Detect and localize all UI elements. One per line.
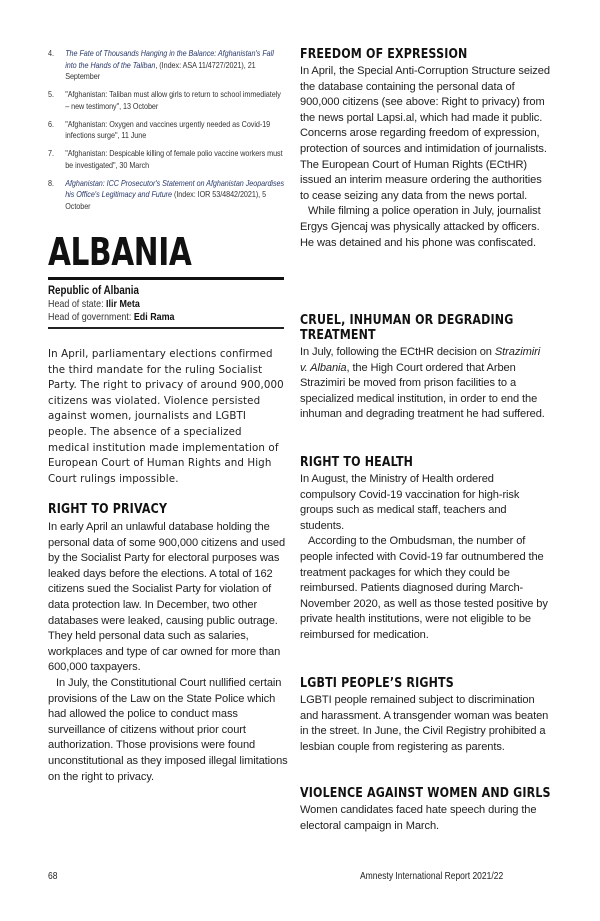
footnote-text: (Index: IOR 53/4842/2021), 5 October: [65, 189, 267, 211]
section-paragraph: In July, following the ECtHR decision on Strazimiri v. Albania, the High Court ordered that Arben Strazimiri be moved from prison facilities to a specialized medical institution, in order to end the inhuman and degrading treatment he had suffered.: [300, 346, 545, 421]
head-of-state: [48, 298, 249, 311]
footnote-number: 4.: [48, 48, 54, 58]
footnote: [48, 119, 285, 142]
head-of-government: [48, 311, 249, 324]
page-number: 68: [48, 871, 58, 882]
footnote-text: "Afghanistan: Despicable killing of female polio vaccine workers must be investigated", 30 March: [65, 148, 283, 170]
section-paragraph: LGBTI people remained subject to discrimination and harassment. A transgender woman was beaten in the street. In June, the Civil Registry prohibited a lesbian couple from registering as parents.: [300, 694, 549, 753]
head-of-government-label: Head of government:: [48, 311, 134, 323]
section-heading: FREEDOM OF EXPRESSION: [300, 46, 468, 62]
facts-rule: [48, 327, 284, 329]
section-paragraph: According to the Ombudsman, the number of people infected with Covid-19 far outnumbered the treatment packages for which they could be reimbursed. Patients diagnosed during March-November 2020, as well as those tested positive by private health institutions, were not eligible to be reimbursed for medication.: [300, 535, 548, 641]
footnote: [48, 48, 285, 83]
footnote-text: , (Index: ASA 11/4727/2021), 21 September: [65, 59, 256, 81]
section-right-to-privacy: [48, 502, 288, 785]
section-paragraph: While filming a police operation in July, journalist Ergys Gjencaj was physically attacked by officers. He was detained and his phone was confiscated.: [300, 205, 541, 249]
section-heading: RIGHT TO PRIVACY: [48, 501, 168, 517]
footnote-number: 7.: [48, 148, 54, 158]
footnote-number: 8.: [48, 177, 54, 188]
publication-title: Amnesty International Report 2021/22: [360, 871, 504, 882]
head-of-state-label: Head of state:: [48, 298, 107, 310]
title-rule: [48, 277, 284, 280]
section-violence-against-women: [300, 786, 550, 834]
footnote: [48, 89, 285, 112]
country-summary: In April, parliamentary elections confirmed the third mandate for the ruling Socialist Party. The right to privacy of around 900,000 citizens was violated. Violence persisted against women, journalists and LGBTI people. The absence of a specialized medical institution made implementation of European Court of Human Rights and High Court rulings impossible.: [48, 348, 284, 485]
section-cruel-inhuman-degrading: [300, 313, 550, 423]
section-freedom-of-expression: [300, 47, 550, 251]
section-paragraph: In early April an unlawful database holding the personal data of some 900,000 citizens and used by the Socialist Party for electoral purposes was leaked days before the elections. A total of 162 citizens sued the Socialist Party for violation of data protection law. In December, two other databases were leaked, causing public outrage. They held personal data such as salaries, workplaces and type of car owned for more than 600,000 taxpayers.: [48, 521, 286, 674]
footnotes-list: [48, 48, 284, 219]
section-lgbti-rights: [300, 676, 550, 755]
footnote-title[interactable]: The Fate of Thousands Hanging in the Balance: Afghanistan's Fall into the Hands of the Taliban: [65, 48, 274, 70]
head-of-government-value: Edi Rama: [133, 311, 175, 323]
section-heading: VIOLENCE AGAINST WOMEN AND GIRLS: [300, 785, 551, 801]
footnote-title[interactable]: Afghanistan: ICC Prosecutor's Statement on Afghanistan Jeopardises his Office's Legitimacy and Future: [65, 177, 285, 199]
section-heading: RIGHT TO HEALTH: [300, 454, 414, 470]
section-paragraph: In July, the Constitutional Court nullified certain provisions of the Law on the State Police which had allowed the police to conduct mass surveillance of citizens without prior court authorization. Those provisions were found unconstitutional as they imposed illegal limitations on the right to privacy.: [48, 676, 288, 783]
section-paragraph: In August, the Ministry of Health ordered compulsory Covid-19 vaccination for high-risk groups such as medical staff, teachers and students.: [300, 473, 520, 532]
footnote-text: "Afghanistan: Oxygen and vaccines urgently needed as Covid-19 infections surge", 11 June: [65, 118, 271, 140]
official-name: Republic of Albania: [48, 285, 139, 297]
footnote-number: 5.: [48, 89, 54, 99]
section-paragraph: In April, the Special Anti-Corruption Structure seized the database containing the personal data of 900,000 citizens (see above: Right to privacy) from the news portal Lapsi.al, which had made it public. Concerns arose regarding freedom of expression, protection of sources and intimidation of journalists. The European Court of Human Rights (ECtHR) issued an interim measure ordering the authorities to cease seizing any data from the news portal.: [300, 65, 550, 202]
footnote-number: 6.: [48, 118, 54, 129]
case-name: Strazimiri v. Albania: [300, 346, 541, 374]
head-of-state-value: Ilir Meta: [106, 298, 140, 310]
footnote: [48, 178, 285, 213]
section-paragraph: Women candidates faced hate speech during the electoral campaign in March.: [300, 804, 537, 832]
country-title: ALBANIA: [48, 230, 192, 274]
section-right-to-health: [300, 455, 550, 644]
footnote: [48, 148, 285, 171]
section-heading: LGBTI PEOPLE’S RIGHTS: [300, 675, 454, 691]
country-facts: [48, 285, 284, 324]
footnote-text: "Afghanistan: Taliban must allow girls to return to school immediately – new testimony", 13 October: [65, 89, 281, 111]
section-heading: CRUEL, INHUMAN OR DEGRADING TREATMENT: [300, 312, 514, 343]
